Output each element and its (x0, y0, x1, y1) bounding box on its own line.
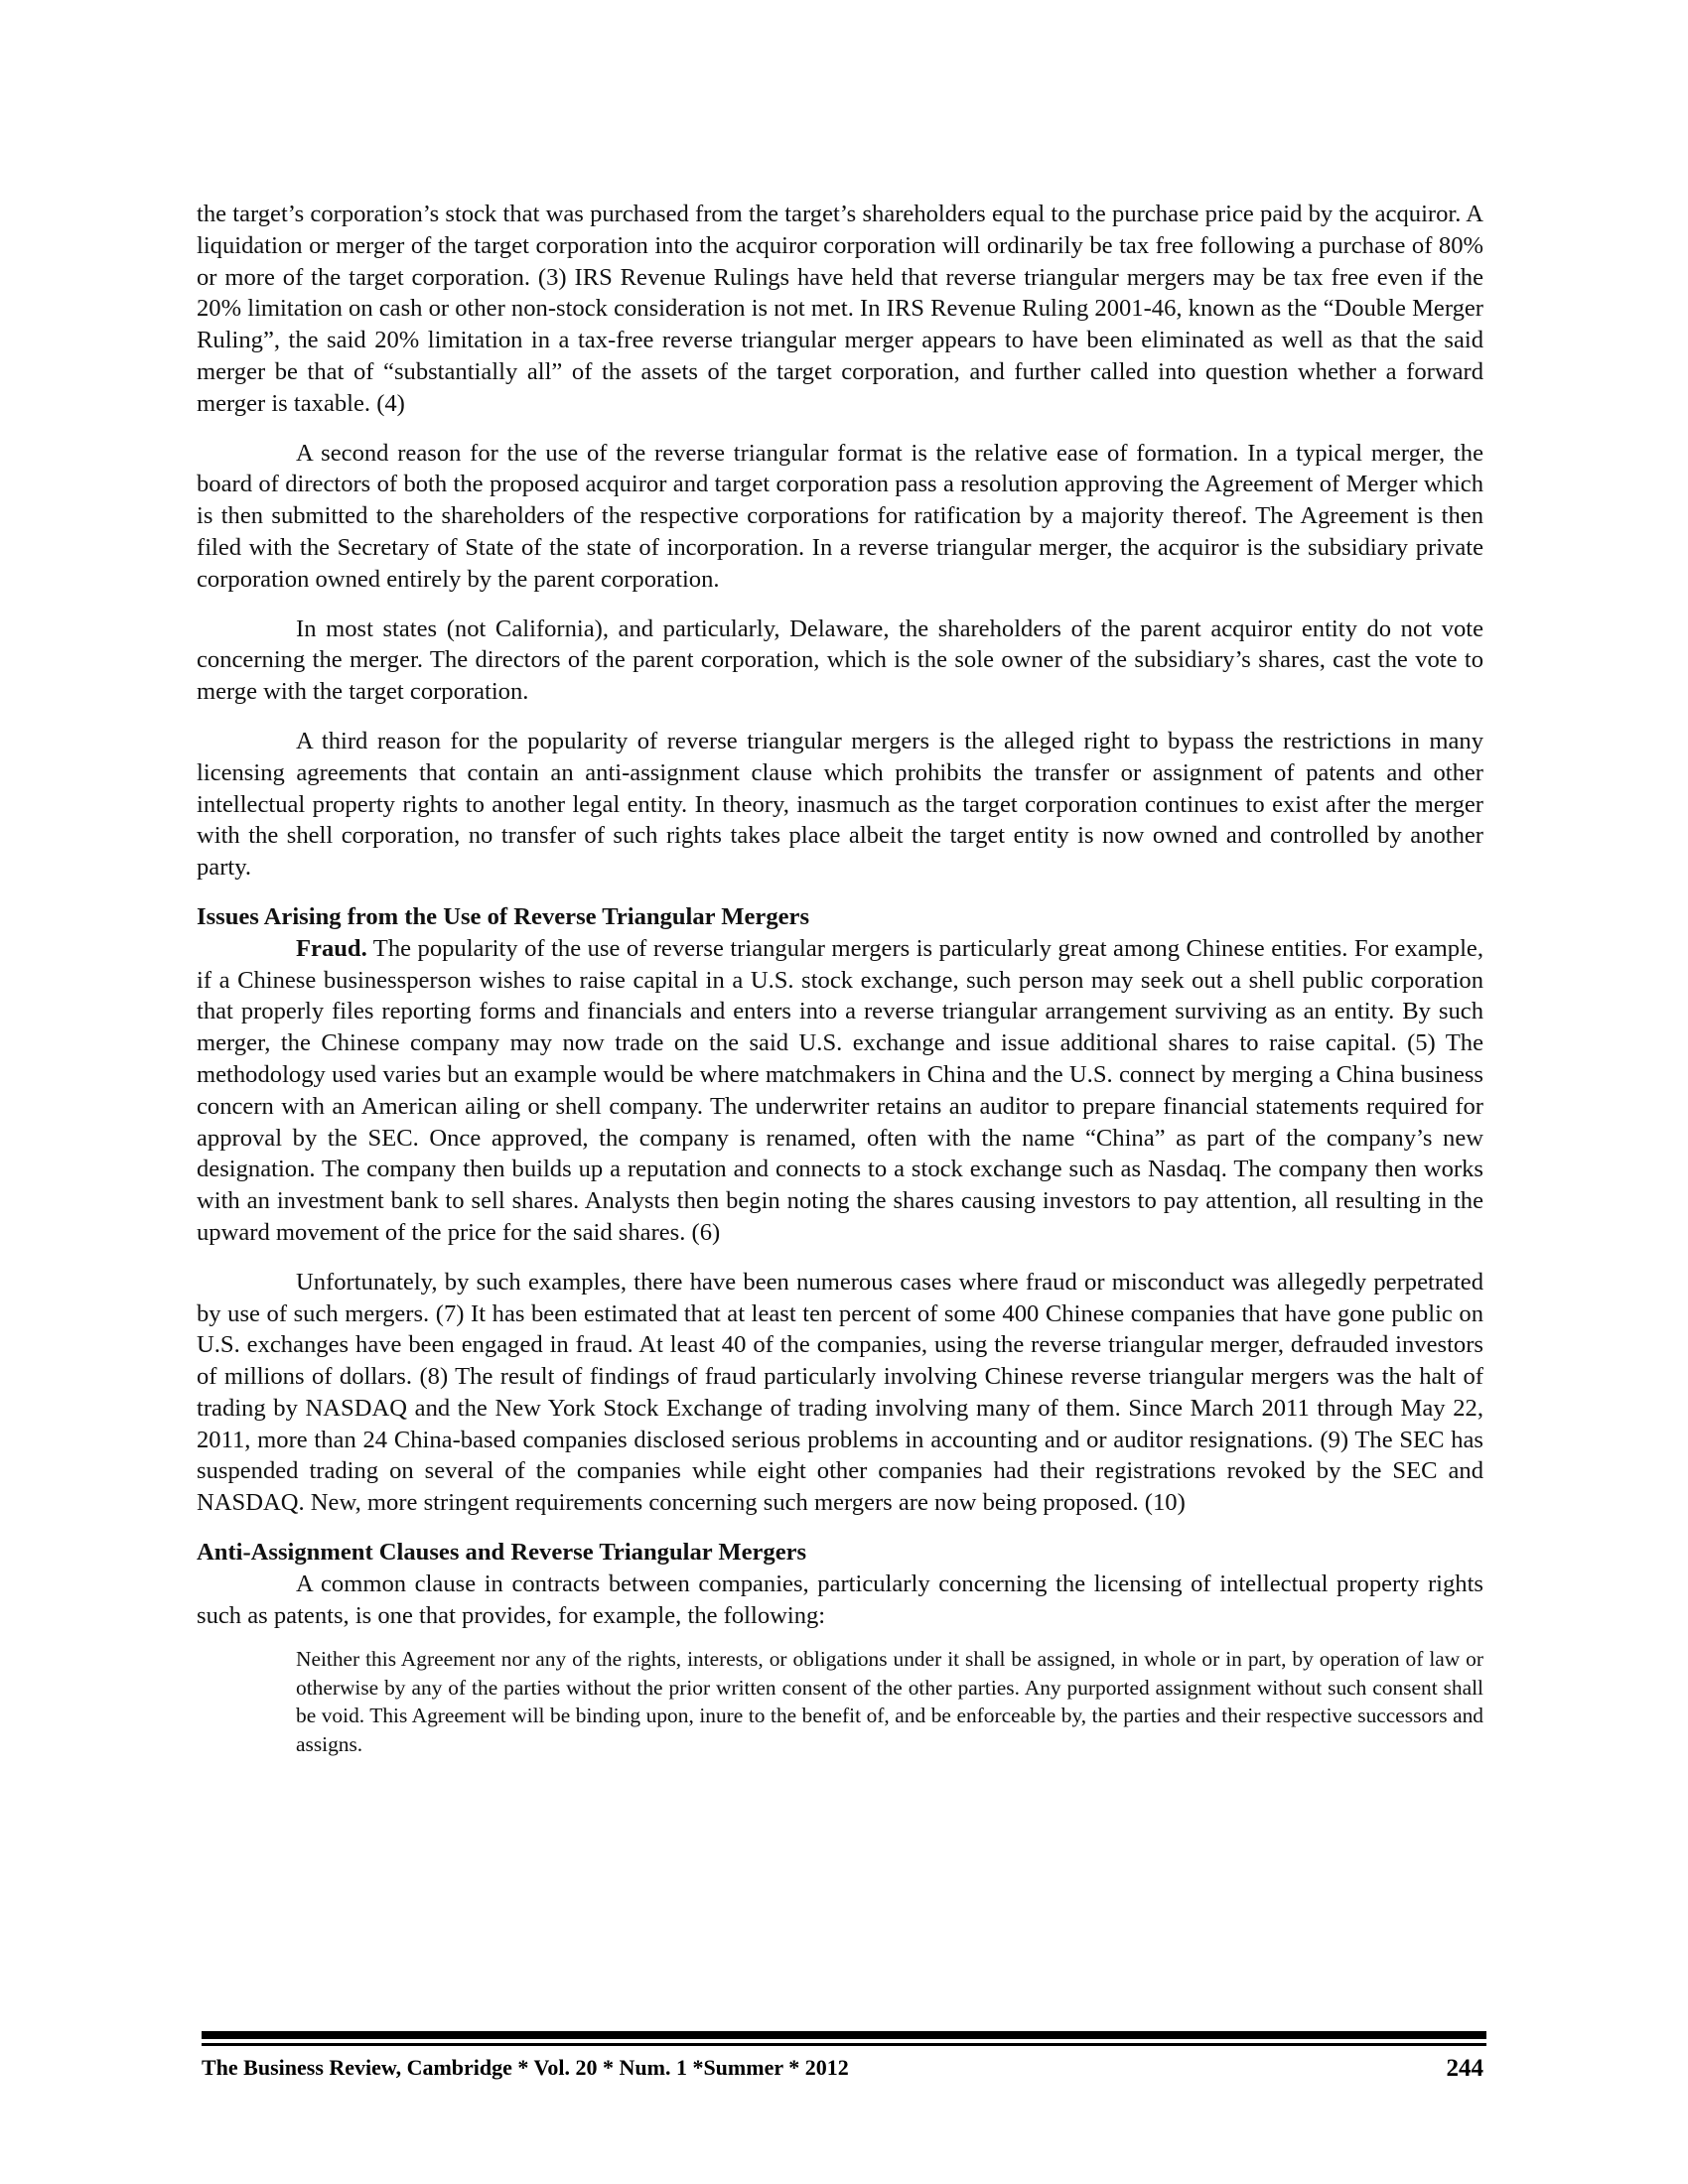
fraud-text: The popularity of the use of reverse triangular mergers is particularly great among Chinese entities. For example, if a Chinese businessperson wishes to raise capital in a U.S. stock exchange, such person may seek out a shell public corporation that properly files reporting forms and financials and enters into a reverse triangular arrangement surviving as an entity. By such merger, the Chinese company may now trade on the said U.S. exchange and issue additional shares to raise capital. (5) The methodology used varies but an example would be where matchmakers in China and the U.S. connect by merging a China business concern with an American ailing or shell company. The underwriter retains an auditor to prepare financial statements required for approval by the SEC. Once approved, the company is renamed, often with the name “China” as part of the company’s new designation. The company then builds up a reputation and connects to a stock exchange such as Nasdaq. The company then works with an investment bank to sell shares. Analysts then begin noting the shares causing investors to pay attention, all resulting in the upward movement of the price for the said shares. (6) (197, 934, 1483, 1246)
paragraph-common-clause: A common clause in contracts between companies, particularly concerning the licensing of intellectual property rights such as patents, is one that provides, for example, the following: (197, 1570, 1483, 1629)
article-body (197, 199, 1483, 1758)
paragraph-ease-of-formation: A second reason for the use of the reverse triangular format is the relative ease of formation. In a typical merger, the board of directors of both the proposed acquiror and target corporation pass a resolution approving the Agreement of Merger which is then submitted to the shareholders of the respective corporations for ratification by a majority thereof. The Agreement is then filed with the Secretary of State of the state of incorporation. In a reverse triangular merger, the acquiror is the subsidiary private corporation owned entirely by the parent corporation. (197, 439, 1483, 593)
page-footer (202, 2055, 1486, 2083)
footer-rule-thick (202, 2031, 1486, 2039)
journal-citation: The Business Review, Cambridge * Vol. 20 * Num. 1 *Summer * 2012 (202, 2055, 849, 2080)
paragraph-fraud-cases: Unfortunately, by such examples, there have been numerous cases where fraud or misconduct was allegedly perpetrated by use of such mergers. (7) It has been estimated that at least ten percent of some 400 Chinese companies that have gone public on U.S. exchanges have been engaged in fraud. At least 40 of the companies, using the reverse triangular merger, defrauded investors of millions of dollars. (8) The result of findings of fraud particularly involving Chinese reverse triangular mergers was the halt of trading by NASDAQ and the New York Stock Exchange of trading involving many of them. Since March 2011 through May 22, 2011, more than 24 China-based companies disclosed serious problems in accounting and or auditor resignations. (9) The SEC has suspended trading on several of the companies while eight other companies had their registrations revoked by the SEC and NASDAQ. New, more stringent requirements concerning such mergers are now being proposed. (10) (197, 1268, 1483, 1517)
section-heading-anti-assignment: Anti-Assignment Clauses and Reverse Triangular Mergers (197, 1539, 807, 1567)
footer-rule-thin (202, 2043, 1486, 2046)
paragraph-fraud (197, 933, 1483, 1249)
paragraph-tax-treatment: the target’s corporation’s stock that was purchased from the target’s shareholders equal to the purchase price paid by the acquiror. A liquidation or merger of the target corporation into the acquiror corporation will ordinarily be tax free following a purchase of 80% or more of the target corporation. (3) IRS Revenue Rulings have held that reverse triangular mergers may be tax free even if the 20% limitation on cash or other non-stock consideration is not met. In IRS Revenue Ruling 2001-46, known as the “Double Merger Ruling”, the said 20% limitation in a tax-free reverse triangular merger appears to have been eliminated as well as that the said merger be that of “substantially all” of the assets of the target corporation, and further called into question whether a forward merger is taxable. (4) (197, 201, 1483, 417)
block-quote-clause: Neither this Agreement nor any of the rights, interests, or obligations under it shall be assigned, in whole or in part, by operation of law or otherwise by any of the parties without the prior written consent of the other parties. Any purported assignment without such consent shall be void. This Agreement will be binding upon, inure to the benefit of, and be enforceable by, the parties and their respective successors and assigns. (296, 1647, 1483, 1756)
fraud-lead-in: Fraud. (296, 934, 367, 962)
paragraph-shareholder-vote: In most states (not California), and particularly, Delaware, the shareholders of the parent acquiror entity do not vote concerning the merger. The directors of the parent corporation, which is the sole owner of the subsidiary’s shares, cast the vote to merge with the target corporation. (197, 614, 1483, 706)
page-number: 244 (1446, 2055, 1483, 2082)
section-heading-issues: Issues Arising from the Use of Reverse Triangular Mergers (197, 902, 810, 930)
paragraph-anti-assignment-bypass: A third reason for the popularity of reverse triangular mergers is the alleged right to bypass the restrictions in many licensing agreements that contain an anti-assignment clause which prohibits the transfer or assignment of patents and other intellectual property rights to another legal entity. In theory, inasmuch as the target corporation continues to exist after the merger with the shell corporation, no transfer of such rights takes place albeit the target entity is now owned and controlled by another party. (197, 727, 1483, 882)
